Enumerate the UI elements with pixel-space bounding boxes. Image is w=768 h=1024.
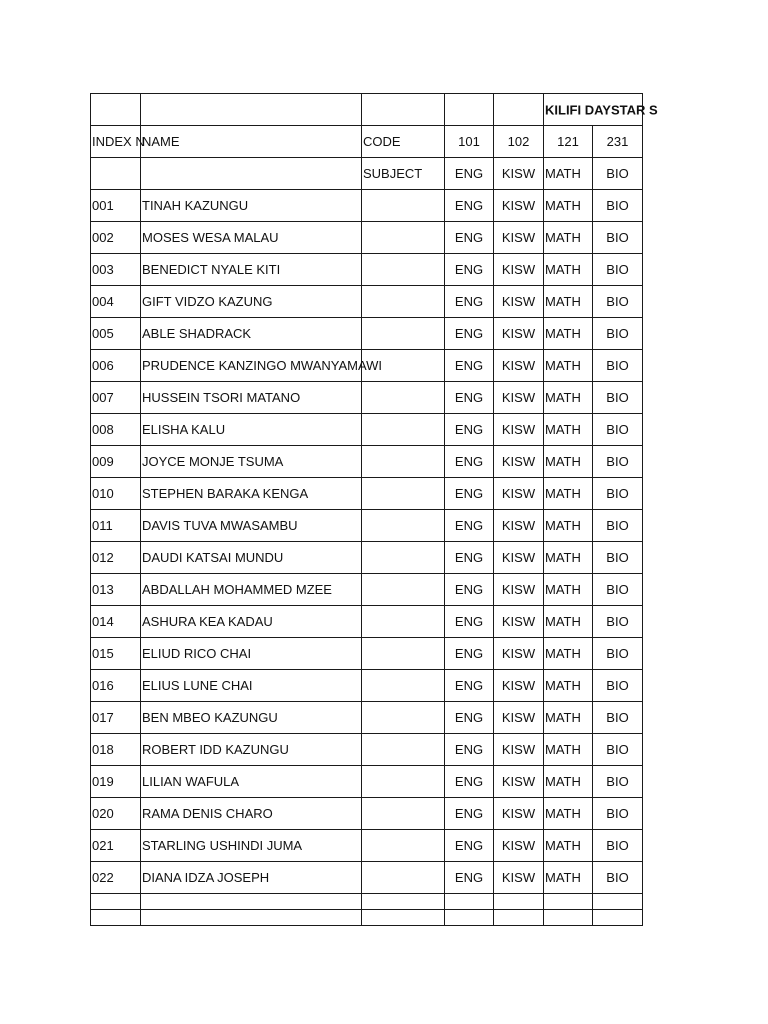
subject-cell: ENG — [445, 478, 494, 510]
code-cell — [362, 478, 445, 510]
code-cell — [362, 318, 445, 350]
code-cell — [362, 286, 445, 318]
subject-cell: BIO — [593, 190, 643, 222]
subject-cell: KISW — [494, 798, 544, 830]
subject-cell: KISW — [494, 670, 544, 702]
subject-cell: BIO — [593, 510, 643, 542]
subject-cell: KISW — [494, 510, 544, 542]
subject-cell: BIO — [593, 254, 643, 286]
subject-cell: ENG — [445, 798, 494, 830]
subject-cell: KISW — [494, 350, 544, 382]
code-cell — [362, 606, 445, 638]
empty-row — [91, 910, 643, 926]
subject-cell: ENG — [445, 254, 494, 286]
subject-cell: ENG — [445, 286, 494, 318]
table-row — [91, 318, 643, 350]
student-name-cell — [141, 702, 362, 734]
blank-cell — [362, 94, 445, 126]
index-header: INDEX N — [91, 126, 141, 158]
subject-cell: MATH — [544, 606, 593, 638]
subject-cell: ENG — [445, 414, 494, 446]
table-row — [91, 254, 643, 286]
student-name: GIFT VIDZO KAZUNG — [142, 294, 273, 309]
subject-cell: BIO — [593, 574, 643, 606]
blank-cell — [362, 910, 445, 926]
index-cell: 013 — [91, 574, 141, 606]
table-row — [91, 542, 643, 574]
index-cell: 017 — [91, 702, 141, 734]
subject-cell: MATH — [544, 190, 593, 222]
subject-cell: BIO — [593, 734, 643, 766]
student-name: ABLE SHADRACK — [142, 326, 252, 341]
subject-cell: KISW — [494, 286, 544, 318]
student-name: ELISHA KALU — [142, 422, 226, 437]
student-name: ROBERT IDD KAZUNGU — [142, 742, 289, 757]
blank-cell — [544, 894, 593, 910]
subject-cell: MATH — [544, 382, 593, 414]
student-name-cell — [141, 286, 362, 318]
subject-cell: MATH — [544, 766, 593, 798]
subject-cell: ENG — [445, 734, 494, 766]
subject-cell: ENG — [445, 830, 494, 862]
code-cell — [362, 446, 445, 478]
subject-cell: BIO — [593, 414, 643, 446]
subject-cell: MATH — [544, 638, 593, 670]
subject-header-cell: MATH — [544, 158, 593, 190]
student-name-cell — [141, 606, 362, 638]
blank-cell — [593, 910, 643, 926]
subject-cell: MATH — [544, 574, 593, 606]
subject-cell: ENG — [445, 606, 494, 638]
student-name-cell — [141, 446, 362, 478]
student-name: HUSSEIN TSORI MATANO — [142, 390, 301, 405]
subject-cell: MATH — [544, 318, 593, 350]
table-row — [91, 830, 643, 862]
subject-cell: KISW — [494, 734, 544, 766]
table-row — [91, 606, 643, 638]
blank-cell — [91, 94, 141, 126]
subject-cell: ENG — [445, 542, 494, 574]
student-name: BEN MBEO KAZUNGU — [142, 710, 278, 725]
student-name: STARLING USHINDI JUMA — [142, 838, 303, 853]
table-row — [91, 862, 643, 894]
student-name-cell — [141, 510, 362, 542]
subject-cell: KISW — [494, 222, 544, 254]
student-name-cell — [141, 382, 362, 414]
table-row — [91, 414, 643, 446]
blank-cell — [494, 910, 544, 926]
subject-cell: BIO — [593, 286, 643, 318]
subject-cell: KISW — [494, 766, 544, 798]
code-cell — [362, 798, 445, 830]
blank-cell — [593, 894, 643, 910]
subject-cell: BIO — [593, 350, 643, 382]
subject-cell: KISW — [494, 190, 544, 222]
blank-cell — [544, 910, 593, 926]
blank-cell — [494, 894, 544, 910]
student-name-cell — [141, 798, 362, 830]
code-cell — [362, 254, 445, 286]
table-row — [91, 766, 643, 798]
header-row — [91, 126, 643, 158]
index-cell: 001 — [91, 190, 141, 222]
subject-cell: KISW — [494, 478, 544, 510]
code-cell — [362, 222, 445, 254]
subject-cell: ENG — [445, 510, 494, 542]
blank-cell — [141, 894, 362, 910]
student-name: JOYCE MONJE TSUMA — [142, 454, 284, 469]
code-cell — [362, 862, 445, 894]
subject-cell: MATH — [544, 286, 593, 318]
index-cell: 022 — [91, 862, 141, 894]
subject-cell: KISW — [494, 862, 544, 894]
index-cell: 021 — [91, 830, 141, 862]
subject-cell: ENG — [445, 638, 494, 670]
subject-cell: ENG — [445, 190, 494, 222]
code-cell — [362, 382, 445, 414]
subject-cell: BIO — [593, 606, 643, 638]
student-name: ASHURA KEA KADAU — [142, 614, 273, 629]
subject-cell: MATH — [544, 734, 593, 766]
index-cell: 020 — [91, 798, 141, 830]
subject-cell: MATH — [544, 414, 593, 446]
subject-cell: ENG — [445, 766, 494, 798]
table-row — [91, 286, 643, 318]
index-cell: 004 — [91, 286, 141, 318]
subject-cell: KISW — [494, 382, 544, 414]
subject-cell: MATH — [544, 830, 593, 862]
subject-cell: BIO — [593, 798, 643, 830]
student-name: ABDALLAH MOHAMMED MZEE — [142, 582, 332, 597]
student-name: ELIUS LUNE CHAI — [142, 678, 253, 693]
blank-cell — [91, 158, 141, 190]
subject-cell: BIO — [593, 862, 643, 894]
blank-cell — [445, 94, 494, 126]
student-subject-table — [90, 93, 658, 926]
subject-cell: MATH — [544, 702, 593, 734]
student-name-cell — [141, 222, 362, 254]
subject-cell: ENG — [445, 702, 494, 734]
student-name-cell — [141, 318, 362, 350]
table-row — [91, 638, 643, 670]
student-name-cell — [141, 542, 362, 574]
code-cell — [362, 670, 445, 702]
student-name: STEPHEN BARAKA KENGA — [142, 486, 309, 501]
subject-cell: BIO — [593, 382, 643, 414]
name-header: NAME — [141, 126, 362, 158]
student-name-cell — [141, 414, 362, 446]
index-cell: 011 — [91, 510, 141, 542]
student-name: MOSES WESA MALAU — [142, 230, 279, 245]
student-name: LILIAN WAFULA — [142, 774, 240, 789]
student-name: BENEDICT NYALE KITI — [142, 262, 281, 277]
school-title-cell — [544, 94, 658, 126]
blank-cell — [445, 894, 494, 910]
code-header-cell: 101 — [445, 126, 494, 158]
student-name: ELIUD RICO CHAI — [142, 646, 252, 661]
index-cell: 007 — [91, 382, 141, 414]
subject-cell: MATH — [544, 798, 593, 830]
subject-cell: MATH — [544, 478, 593, 510]
subject-cell: KISW — [494, 574, 544, 606]
student-name-cell — [141, 670, 362, 702]
subject-cell: KISW — [494, 414, 544, 446]
subject-header-cell: KISW — [494, 158, 544, 190]
blank-cell — [445, 910, 494, 926]
table-row — [91, 350, 643, 382]
blank-cell — [494, 94, 544, 126]
table-row — [91, 734, 643, 766]
subject-cell: ENG — [445, 222, 494, 254]
code-cell — [362, 190, 445, 222]
index-cell: 002 — [91, 222, 141, 254]
subject-cell: MATH — [544, 670, 593, 702]
subject-cell: BIO — [593, 670, 643, 702]
blank-cell — [141, 910, 362, 926]
student-name-cell — [141, 190, 362, 222]
subject-cell: MATH — [544, 350, 593, 382]
blank-cell — [91, 910, 141, 926]
index-cell: 008 — [91, 414, 141, 446]
student-name: DAUDI KATSAI MUNDU — [142, 550, 284, 565]
table-row — [91, 702, 643, 734]
index-cell: 009 — [91, 446, 141, 478]
code-header-cell: 231 — [593, 126, 643, 158]
subject-cell: BIO — [593, 766, 643, 798]
subject-cell: ENG — [445, 862, 494, 894]
index-cell: 010 — [91, 478, 141, 510]
subject-cell: ENG — [445, 382, 494, 414]
title-row — [91, 94, 643, 126]
subject-cell: BIO — [593, 638, 643, 670]
code-cell — [362, 574, 445, 606]
student-name-cell — [141, 734, 362, 766]
subject-cell: MATH — [544, 446, 593, 478]
subject-cell: KISW — [494, 830, 544, 862]
subject-cell: BIO — [593, 830, 643, 862]
subject-label: SUBJECT — [362, 158, 445, 190]
table-row — [91, 222, 643, 254]
student-name-cell — [141, 766, 362, 798]
code-header-cell: 121 — [544, 126, 593, 158]
subject-cell: BIO — [593, 222, 643, 254]
index-cell: 015 — [91, 638, 141, 670]
blank-cell — [141, 158, 362, 190]
index-cell: 018 — [91, 734, 141, 766]
subject-cell: ENG — [445, 574, 494, 606]
index-cell: 005 — [91, 318, 141, 350]
blank-cell — [141, 94, 362, 126]
empty-row — [91, 894, 643, 910]
index-cell: 016 — [91, 670, 141, 702]
subject-cell: MATH — [544, 862, 593, 894]
subject-header-cell: BIO — [593, 158, 643, 190]
subject-cell: KISW — [494, 254, 544, 286]
student-name: DIANA IDZA JOSEPH — [142, 870, 270, 885]
subject-cell: ENG — [445, 350, 494, 382]
code-cell — [362, 510, 445, 542]
subject-cell: BIO — [593, 478, 643, 510]
blank-cell — [91, 894, 141, 910]
table-row — [91, 190, 643, 222]
student-name: TINAH KAZUNGU — [142, 198, 249, 213]
code-cell — [362, 638, 445, 670]
subject-cell: BIO — [593, 542, 643, 574]
subject-cell: ENG — [445, 318, 494, 350]
subject-cell: KISW — [494, 446, 544, 478]
subject-cell: MATH — [544, 254, 593, 286]
student-name: PRUDENCE KANZINGO MWANYAMAWI — [142, 358, 383, 373]
student-name-cell — [141, 638, 362, 670]
code-cell — [362, 830, 445, 862]
code-cell — [362, 702, 445, 734]
index-cell: 003 — [91, 254, 141, 286]
index-cell: 006 — [91, 350, 141, 382]
subject-header-cell: ENG — [445, 158, 494, 190]
student-name-cell — [141, 478, 362, 510]
index-cell: 012 — [91, 542, 141, 574]
subject-cell: KISW — [494, 702, 544, 734]
subject-cell: ENG — [445, 446, 494, 478]
student-name-cell — [141, 350, 383, 382]
table-row — [91, 670, 643, 702]
school-title: KILIFI DAYSTAR S — [545, 102, 658, 117]
student-name: RAMA DENIS CHARO — [142, 806, 273, 821]
subject-cell: KISW — [494, 638, 544, 670]
student-name-cell — [141, 862, 362, 894]
student-name: DAVIS TUVA MWASAMBU — [142, 518, 298, 533]
index-cell: 014 — [91, 606, 141, 638]
subject-cell: MATH — [544, 542, 593, 574]
code-cell — [362, 542, 445, 574]
blank-cell — [362, 894, 445, 910]
subject-cell: BIO — [593, 446, 643, 478]
table-row — [91, 446, 643, 478]
student-name-cell — [141, 574, 362, 606]
table-row — [91, 478, 643, 510]
subject-cell: KISW — [494, 606, 544, 638]
spreadsheet-page — [90, 93, 658, 926]
subject-row — [91, 158, 643, 190]
subject-cell: KISW — [494, 542, 544, 574]
student-name-cell — [141, 254, 362, 286]
table-row — [91, 382, 643, 414]
subject-cell: BIO — [593, 318, 643, 350]
subject-cell: MATH — [544, 222, 593, 254]
code-cell — [362, 766, 445, 798]
index-cell: 019 — [91, 766, 141, 798]
table-row — [91, 574, 643, 606]
subject-cell: ENG — [445, 670, 494, 702]
table-row — [91, 798, 643, 830]
code-cell — [362, 414, 445, 446]
code-cell — [362, 734, 445, 766]
code-header: CODE — [362, 126, 445, 158]
code-header-cell: 102 — [494, 126, 544, 158]
subject-cell: MATH — [544, 510, 593, 542]
subject-cell: KISW — [494, 318, 544, 350]
student-name-cell — [141, 830, 362, 862]
table-row — [91, 510, 643, 542]
subject-cell: BIO — [593, 702, 643, 734]
